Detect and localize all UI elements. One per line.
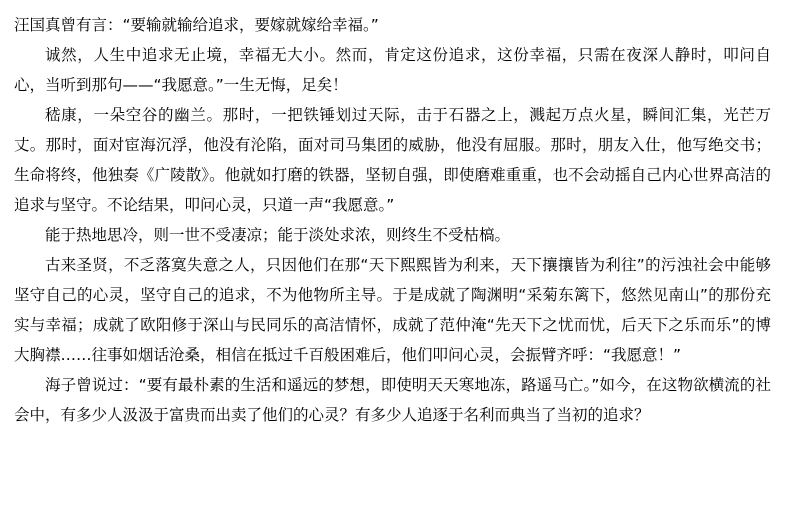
paragraph: 汪国真曾有言：“要输就输给追求，要嫁就嫁给幸福。”	[14, 16, 379, 34]
paragraph: 海子曾说过：“要有最朴素的生活和遥远的梦想，即使明天天寒地冻，路遥马亡。”如今，在这物欲横流的社会中，有多少人汲汲于富贵而出卖了他们的心灵？有多少人追逐于名利而典当了当初的追求？	[14, 376, 771, 424]
paragraph: 诚然，人生中追求无止境，幸福无大小。然而，肯定这份追求，这份幸福，只需在夜深人静时，叩问自心，当听到那句——“我愿意。”一生无悔，足矣！	[14, 46, 771, 94]
paragraph: 嵇康，一朵空谷的幽兰。那时，一把铁锤划过天际，击于石器之上，溅起万点火星，瞬间汇集，光芒万丈。那时，面对宦海沉浮，他没有沦陷，面对司马集团的威胁，他没有屈服。那时，朋友入仕，他写绝交书；生命将终，他独奏《广陵散》。他就如打磨的铁器，坚韧自强，即使磨难重重，也不会动摇自己内心世界高洁的追求与坚守。不论结果，叩问心灵，只道一声“我愿意。”	[14, 106, 771, 214]
paragraph: 古来圣贤，不乏落寞失意之人，只因他们在那“天下熙熙皆为利来，天下攘攘皆为利往”的污浊社会中能够坚守自己的心灵，坚守自己的追求，不为他物所主导。于是成就了陶渊明“采菊东篱下，悠然见南山”的那份充实与幸福；成就了欧阳修于深山与民同乐的高洁情怀，成就了范仲淹“先天下之忧而忧，后天下之乐而乐”的博大胸襟……往事如烟话沧桑，相信在抵过千百般困难后，他们叩问心灵，会振臂齐呼：“我愿意！”	[14, 256, 771, 364]
paragraph: 能于热地思冷，则一世不受凄凉；能于淡处求浓，则终生不受枯槁。	[45, 226, 511, 244]
